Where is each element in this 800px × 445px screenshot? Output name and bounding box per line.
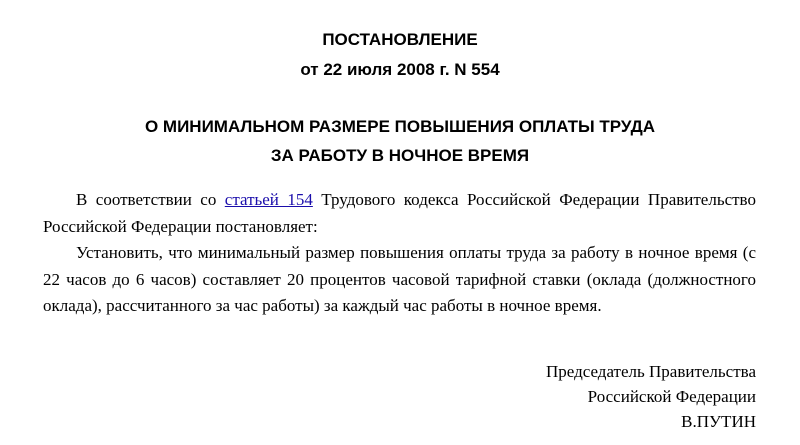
preamble-text-end: Трудового кодекса Российской Федерации Правительство Российской Федерации постановляет: bbox=[43, 190, 756, 236]
article-154-link[interactable]: статьей 154 bbox=[224, 190, 313, 209]
document-title: ПОСТАНОВЛЕНИЕ bbox=[322, 30, 478, 49]
signature-position: Председатель Правительства bbox=[545, 362, 756, 381]
signature-name: В.ПУТИН bbox=[681, 412, 756, 431]
signature-organization: Российской Федерации bbox=[587, 387, 756, 406]
document-date: от 22 июля 2008 г. N 554 bbox=[300, 60, 500, 79]
document-subject-line-1: О МИНИМАЛЬНОМ РАЗМЕРЕ ПОВЫШЕНИЯ ОПЛАТЫ ТРУДА bbox=[144, 117, 656, 136]
resolution-text: Установить, что минимальный размер повышения оплаты труда за работу в ночное время (с 22 часов до 6 часов) составляет 20 процентов часовой тарифной ставки (оклада (должностного оклада), рассчитанного за час работы) за каждый час работы в ночное время. bbox=[43, 243, 756, 315]
paragraph-resolution bbox=[43, 240, 756, 320]
paragraph-preamble bbox=[43, 187, 756, 240]
document-subject-line-2: ЗА РАБОТУ В НОЧНОЕ ВРЕМЯ bbox=[270, 146, 530, 165]
preamble-text-start: В соответствии со bbox=[76, 190, 225, 209]
